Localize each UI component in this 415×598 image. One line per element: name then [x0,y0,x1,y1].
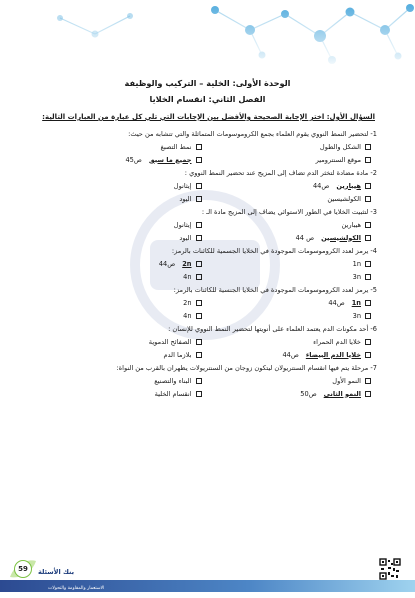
question-text: 2- مادة مضادة لتخثر الدم تضاف إلى المزيج عند تحضير النمط النووي : [184,169,377,177]
checkbox-icon[interactable] [365,183,371,189]
question-item [32,325,377,359]
answer-option[interactable] [202,311,372,320]
answer-option[interactable] [32,389,202,398]
unit-title: الوحدة الأولى: الخلية – التركيب والوظيفة [124,78,291,88]
answer-label: 2n [183,298,192,307]
answer-options [32,220,377,242]
checkbox-icon[interactable] [365,222,371,228]
answer-option[interactable] [32,220,202,229]
answer-option[interactable] [32,233,202,242]
answer-option[interactable] [202,376,372,385]
answer-option[interactable] [202,389,372,398]
qr-code-icon[interactable] [379,558,401,580]
question-item [32,247,377,281]
answer-label: اليود [179,233,192,242]
checkbox-icon[interactable] [365,300,371,306]
header-molecule-art [0,0,415,70]
answer-option[interactable] [202,350,372,359]
question-heading: السؤال الأول: اختر الإجابة الصحيحة والأفضل بين الإجابات التي تلي كل عبارة من العبارات التالية: [42,113,375,121]
checkbox-icon[interactable] [196,339,202,345]
answer-label: الشكل والطول [319,142,361,151]
checkbox-icon[interactable] [365,391,371,397]
checkbox-icon[interactable] [196,261,202,267]
answer-option[interactable] [32,350,202,359]
chapter-title: الفصل الثاني: انقسام الخلايا [149,94,266,104]
titles-block [0,78,415,104]
checkbox-icon[interactable] [196,196,202,202]
answer-option[interactable] [202,194,372,203]
answer-label: البناء والتصنيع [154,376,192,385]
answer-option[interactable] [202,233,372,242]
answer-label: 1n [351,298,361,307]
page-reference: ص50 [300,389,317,398]
questions-list [32,130,377,403]
answer-option[interactable] [32,142,202,151]
answer-label: خلايا الدم البيضاء [305,350,361,359]
question-item [32,130,377,164]
checkbox-icon[interactable] [196,300,202,306]
answer-label: جميع ما سبق [148,155,192,164]
answer-label: خلايا الدم الحمراء [313,337,361,346]
checkbox-icon[interactable] [196,274,202,280]
checkbox-icon[interactable] [365,235,371,241]
question-item [32,208,377,242]
answer-option[interactable] [202,155,372,164]
answer-label: 4n [183,272,192,281]
question-text: 5- يرمز لعدد الكروموسومات الموجودة في الخلايا الجنسية للكائنات بالرمز: [173,286,377,294]
answer-option[interactable] [32,298,202,307]
page-reference: ص44 [312,181,330,190]
page-reference: ص44 [328,298,345,307]
question-text: 3- لتثبيت الخلايا في الطور الاستوائي يضاف إلى المزيج مادة الـ : [201,208,377,216]
page-reference: ص45 [125,155,142,164]
answer-label: 3n [352,272,361,281]
answer-option[interactable] [32,337,202,346]
answer-label: 4n [183,311,192,320]
answer-label: الكولشيسين [321,233,361,242]
answer-option[interactable] [202,181,372,190]
question-bank-label: بنك الأسئلة [38,568,75,576]
answer-option[interactable] [202,337,372,346]
checkbox-icon[interactable] [365,313,371,319]
answer-label: إيثانول [173,220,192,229]
checkbox-icon[interactable] [196,378,202,384]
answer-options [32,259,377,281]
checkbox-icon[interactable] [196,157,202,163]
question-item [32,364,377,398]
answer-options [32,337,377,359]
answer-option[interactable] [32,311,202,320]
answer-label: موقع السنترومير [315,155,361,164]
answer-option[interactable] [202,298,372,307]
question-text: 4- يرمز لعدد الكروموسومات الموجودة في الخلايا الجسمية للكائنات بالرمز: [171,247,377,255]
answer-label: بلازما الدم [163,350,192,359]
answer-options [32,142,377,164]
answer-label: 2n [182,259,192,268]
answer-label: النمو الأول [332,376,361,385]
answer-option[interactable] [202,259,372,268]
answer-option[interactable] [32,194,202,203]
answer-label: الصفائح الدموية [148,337,192,346]
checkbox-icon[interactable] [196,313,202,319]
checkbox-icon[interactable] [196,352,202,358]
answer-option[interactable] [32,272,202,281]
checkbox-icon[interactable] [365,261,371,267]
answer-option[interactable] [32,155,202,164]
answer-option[interactable] [202,220,372,229]
question-text: 6- أحد مكونات الدم يعتمد العلماء على أنويتها لتحضير النمط النووي للإنسان : [168,325,377,333]
checkbox-icon[interactable] [196,235,202,241]
footer-bar-text: الاستعمار والمقاومة والتحولات [48,586,105,591]
answer-label: الكولشيسين [327,194,361,203]
answer-option[interactable] [32,376,202,385]
answer-label: 1n [352,259,361,268]
answer-options [32,298,377,320]
page-number: 59 [14,560,32,578]
question-text: 7- مرحلة يتم فيها انقسام السنتريولان ليتكون زوجان من السنتريولات يظهران بالقرب من النواة: [116,364,377,372]
answer-option[interactable] [32,259,202,268]
question-text: 1- لتحضير النمط النووي يقوم العلماء بجمع الكروموسومات المتماثلة والتي تتشابه من حيث: [128,130,377,138]
checkbox-icon[interactable] [196,222,202,228]
page-reference: ص 44 [295,233,315,242]
answer-options [32,181,377,203]
checkbox-icon[interactable] [196,144,202,150]
answer-label: النمو الثاني [323,389,361,398]
checkbox-icon[interactable] [196,391,202,397]
answer-option[interactable] [202,272,372,281]
checkbox-icon[interactable] [365,378,371,384]
answer-label: 3n [352,311,361,320]
answer-option[interactable] [202,142,372,151]
checkbox-icon[interactable] [365,339,371,345]
checkbox-icon[interactable] [196,183,202,189]
answer-label: إيثانول [173,181,192,190]
checkbox-icon[interactable] [365,196,371,202]
answer-label: هيبارين [336,181,361,190]
page-footer [0,548,415,598]
page-reference: ص44 [282,350,299,359]
checkbox-icon[interactable] [365,274,371,280]
checkbox-icon[interactable] [365,144,371,150]
question-item [32,169,377,203]
answer-label: انقسام الخلية [154,389,192,398]
answer-label: هيبارين [341,220,361,229]
checkbox-icon[interactable] [365,352,371,358]
checkbox-icon[interactable] [365,157,371,163]
question-item [32,286,377,320]
page-reference: ص44 [158,259,176,268]
answer-options [32,376,377,398]
answer-option[interactable] [32,181,202,190]
answer-label: نمط التصبغ [160,142,192,151]
answer-label: اليود [179,194,192,203]
